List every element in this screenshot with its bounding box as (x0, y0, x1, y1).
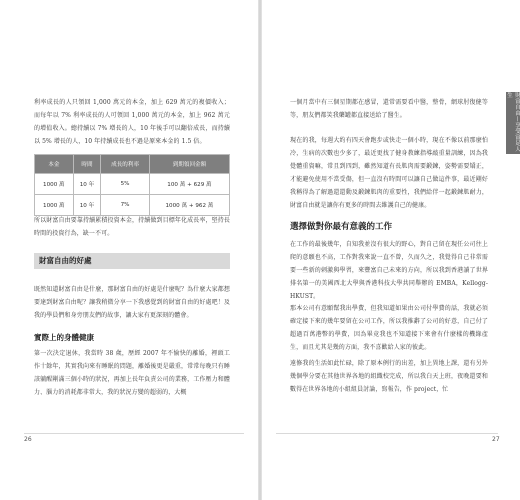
section-heading-work: 選擇做對你最有意義的工作 (290, 222, 393, 232)
left-paragraph-2: 所以財富自由要靠持續累積投資本金，持續做到目標年化成長率，堅持長時間的投資行為，缺一不可。 (34, 217, 230, 237)
right-paragraph-1: 一個月當中有三個星期都在感冒，還常需要看中醫，整骨，網球肘復健等等，朋友們都笑我藥罐都直接送給了醫生。 (290, 99, 488, 119)
table-header-cell: 成長的利率 (101, 155, 150, 174)
left-paragraph-1: 利率成長的人只領回 1,000 萬元的本金，加上 629 萬元的複價收入；而每年以 7% 利率成長的人可領回 1,000 萬元的本金，加上 962 萬元的增值收入。總持續以 7% 增長的人，10 年後手可以翻倍成長，而持續以 5% 增長的人，10 年持續成長也不過是原來本金的 1.5 倍。 (34, 99, 230, 145)
table-row (35, 195, 230, 216)
table-cell: 100 萬 + 629 萬 (149, 174, 229, 195)
table-row (35, 174, 230, 195)
table-cell: 7% (101, 195, 150, 216)
right-paragraph-5: 遠修我的生活如此忙碌，除了原本例行的出差，加上異地上課，還有另外幾個學分要在其他世界各地的組織校完成，所以我白天上班，夜晚還要和數得在世界各地的小組組員討論，寫報告，作 project，忙 (290, 360, 488, 393)
right-paragraph-3: 在工作的最後幾年，自知我並沒有很大的野心，對自己留在現任公司往上爬的意願也不高，工作對我來說一直不曾，久而久之，我覺得自己非常需要一些新的刺激與學習，來豐富自己未來的方向，所以我到香港讀了世界排名第一的美國西北大學與香港科技大學共同舉辦的 EMBA，Kellogg-HKUST。 (290, 241, 488, 300)
page-number-right: 27 (492, 436, 500, 443)
section-heading-band (34, 253, 230, 269)
right-page (262, 0, 520, 500)
left-page (0, 0, 258, 500)
table-cell: 1000 萬 (35, 195, 74, 216)
table-cell: 1000 萬 + 962 萬 (149, 195, 229, 216)
footer-rule (24, 433, 244, 434)
subheading-health: 實際上的身體健康 (34, 333, 94, 342)
table-cell: 5% (101, 174, 150, 195)
table-cell: 1000 萬 (35, 174, 74, 195)
right-paragraph-4: 那本公司有意願幫我出學費，但我知道如果由公司付學費的話，我就必須確定接下來的幾年要留在公司工作，所以我推辭了公司的好意，自己付了超過百萬港幣的學費，因為畢竟我也不知道接下來會有什麼樣的機緣產生，而且尤其是幾的方面，我不喜歡給人家的彼此。 (290, 305, 488, 351)
interest-comparison-table (34, 154, 230, 216)
left-paragraph-4: 第一次決定退休，我當時 38 歲，歷經 2007 年不愉快的離婚，裡頭工作十餘年，其實我向來有睡眠的問題，離婚後更是嚴重，常常每晚只有睡該躺醒剛滿三個小時的狀況，再加上長年負責公司的業務，工作壓力和體力、腦力的消耗都非常大，我的狀況方變的超弱的，大概 (34, 350, 230, 396)
page-number-left: 26 (24, 436, 32, 443)
left-paragraph-3: 既然知道財富自由是什麼，那財富自由的好處是什麼呢？為什麼大家都想要達到財富自由呢？讓我稍微分享一下我感覺到的財富自由的好處吧！及我的學員們和身旁朋友們的故事，讓大家有更深刻的體會。 (34, 286, 230, 319)
table-header-cell: 時間 (73, 155, 101, 174)
section-heading: 財富自由的好處 (39, 256, 92, 265)
table-cell: 10 年 (73, 174, 101, 195)
right-paragraph-2: 現在的我，每週大約有四天會跑步或快走一個小時，現在不像以前那麼怕冷，生病的次數也少多了，最近更找了健身教練指導敲重量訓練，因為我覺體重資嘛，常且到四到，雖然知道有長肌肉需要鍛鍊，姿勢需要矯正，才能避免使用不當受傷，但一直沒有時間可以讓自己做這件事，最近剛好我稱得為了解過還還動及鍛鍊肌肉的重要性，我們給伴一起鍛鍊肌耐力，財富自由就是讓你有更多的時間去維護自己的健康。 (290, 137, 488, 209)
table-header-cell: 本金 (35, 155, 74, 174)
table-header-row (35, 155, 230, 174)
table-header-cell: 到期領回金額 (149, 155, 229, 174)
footer-rule (276, 433, 498, 434)
table-cell: 10 年 (73, 195, 101, 216)
chapter-side-tab: 財富自由—享受富足人生 (506, 92, 520, 152)
